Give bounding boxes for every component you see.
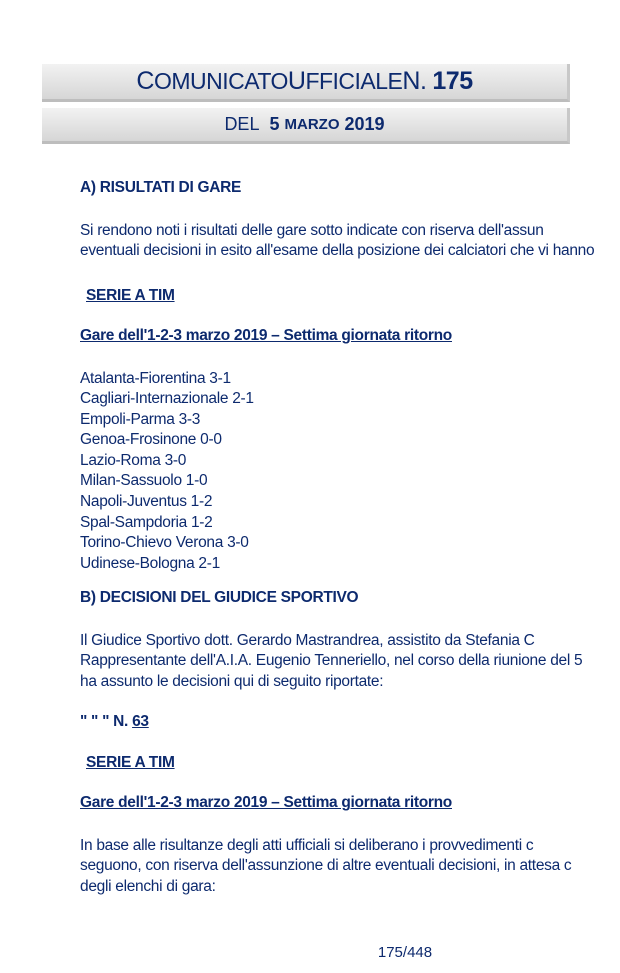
date-month: MARZO [284,116,340,133]
section-b-intro-line-1: Il Giudice Sportivo dott. Gerardo Mastrandrea, assistito da Stefania C [80,631,535,649]
section-a-heading: A) RISULTATI DI GARE [80,179,242,196]
page-number: 175/448 [377,944,433,961]
list-item: Spal-Sampdoria 1-2 [80,513,213,531]
title-word-2: FFICIALE [305,68,403,94]
results-list [80,369,620,575]
title-word-1: OMUNICATO [153,68,288,94]
communique-number: 175 [432,67,473,95]
list-item: Udinese-Bologna 2-1 [80,554,220,572]
decision-prefix: " " " N. [80,713,133,731]
communique-date [42,108,570,144]
list-item: Empoli-Parma 3-3 [80,410,201,428]
list-item: Lazio-Roma 3-0 [80,451,187,469]
section-b-body-line-1: In base alle risultanze degli atti ufficiali si deliberano i provvedimenti c [80,836,534,854]
list-item: Genoa-Frosinone 0-0 [80,431,222,449]
section-b-body-line-3: degli elenchi di gara: [80,877,216,895]
decision-number: 63 [132,713,149,731]
date-del: DEL [224,114,260,134]
list-item: Cagliari-Internazionale 2-1 [80,390,254,408]
section-b-heading: B) DECISIONI DEL GIUDICE SPORTIVO [80,589,359,607]
list-item: Atalanta-Fiorentina 3-1 [80,369,231,387]
title-initial-c: C [136,67,154,95]
section-b-round: Gare dell'1-2-3 marzo 2019 – Settima giornata ritorno [80,794,452,812]
date-day: 5 [269,114,280,134]
section-a-round: Gare dell'1-2-3 marzo 2019 – Settima giornata ritorno [80,327,452,344]
section-a-intro-line-2: eventuali decisioni in esito all'esame della posizione dei calciatori che vi hanno [80,242,595,259]
list-item: Torino-Chievo Verona 3-0 [80,534,249,552]
list-item: Napoli-Juventus 1-2 [80,493,213,511]
title-n: N. [402,67,427,95]
decision-reference [80,712,620,733]
section-a-intro-line-1: Si rendono noti i risultati delle gare sotto indicate con riserva dell'assun [80,221,544,239]
section-b-intro-line-2: Rappresentante dell'A.I.A. Eugenio Tenneriello, nel corso della riunione del 5 [80,652,583,670]
document-body [80,178,620,897]
date-year: 2019 [344,114,385,134]
list-item: Milan-Sassuolo 1-0 [80,472,208,490]
section-a-league: SERIE A TIM [86,286,175,304]
section-b-intro-line-3: ha assunto le decisioni qui di seguito riportate: [80,672,384,690]
section-b-league: SERIE A TIM [86,753,175,771]
section-b-body-line-2: seguono, con riserva dell'assunzione di altre eventuali decisioni, in attesa c [80,857,572,875]
page-footer [0,944,620,961]
communique-title [42,64,570,102]
title-initial-u: U [287,67,306,95]
